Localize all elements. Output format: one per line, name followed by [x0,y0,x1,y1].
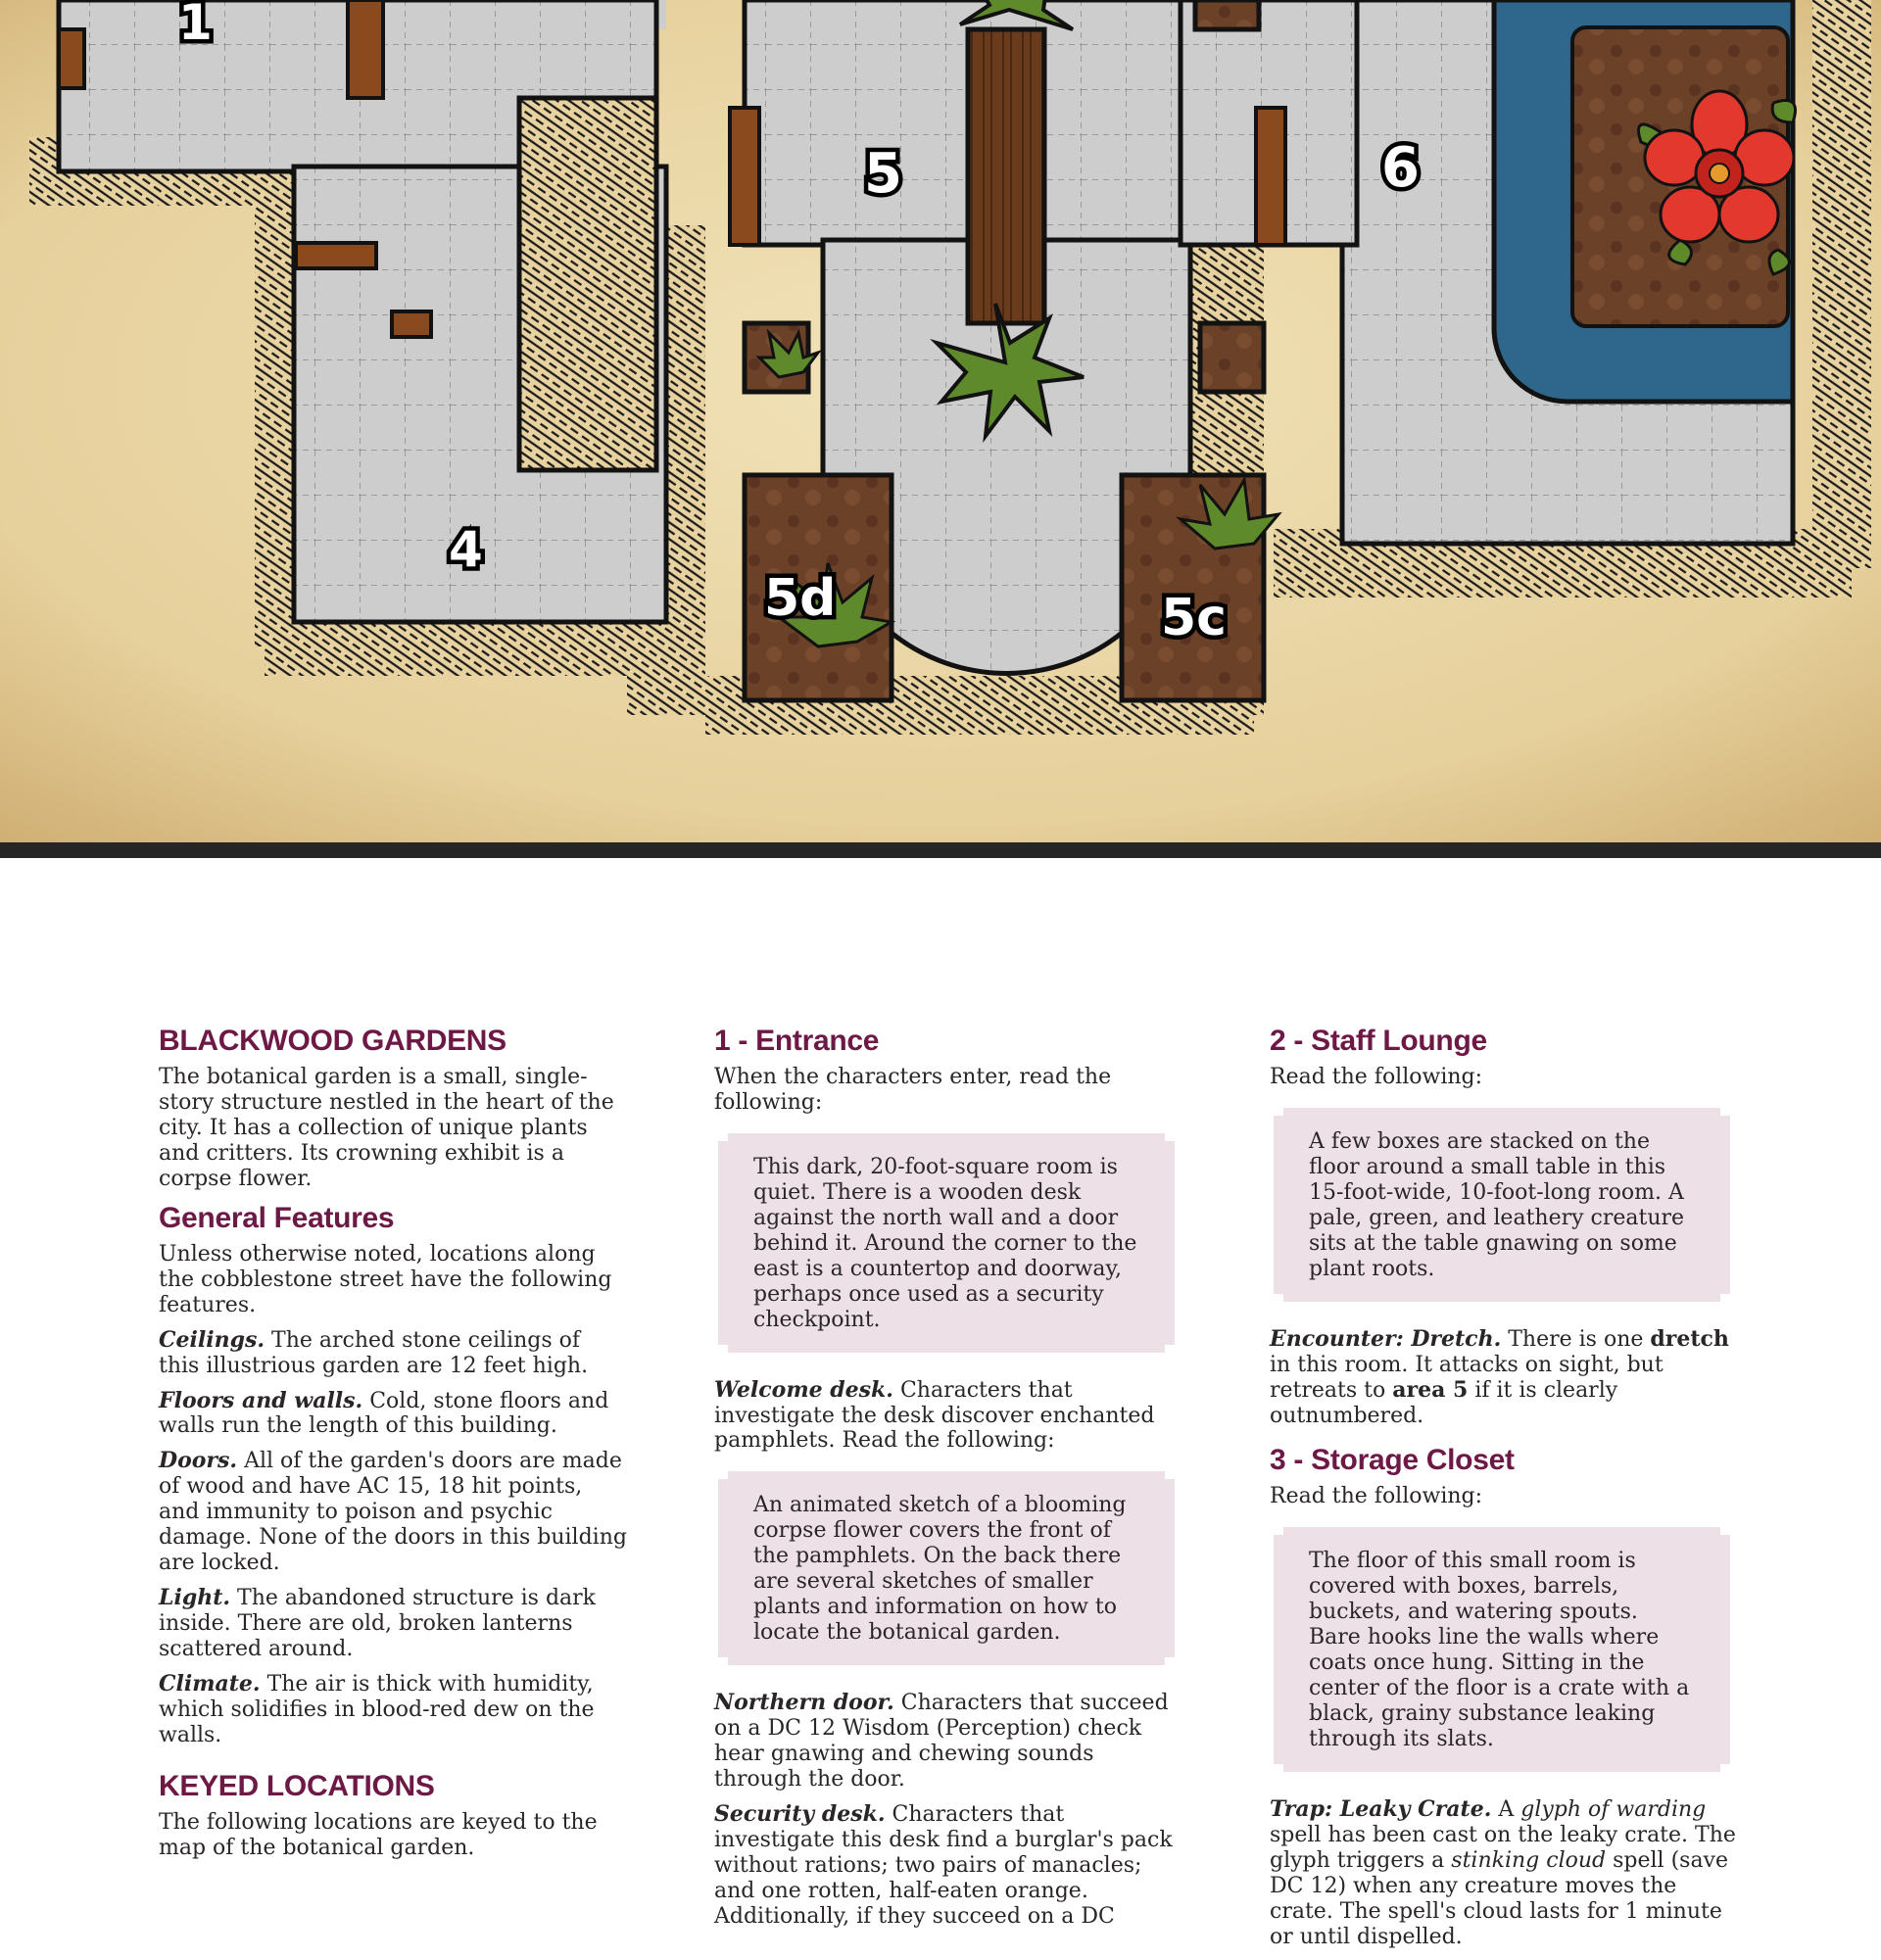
lounge-intro: Read the following: [1270,1065,1483,1089]
map-label-5c: 5c [1161,589,1228,647]
feature-ceilings: Ceilings. The arched stone ceilings of this illustrious garden are 12 feet high. [159,1326,589,1378]
column-entrance [714,1025,1182,1939]
security-desk-paragraph: Security desk. Characters that investigate this desk find a burglar's pack without rations; two pairs of manacles; and one rotten, half-eaten orange. Additionally, if they succeed on a DC [714,1800,1173,1929]
map-label-5d: 5d [764,569,837,628]
map-label-6: 6 [1381,136,1420,200]
feature-doors: Doors. All of the garden's doors are made of wood and have AC 15, 18 hit points, and immunity to poison and psychic damage. None of the doors in this building are locked. [159,1448,627,1576]
encounter-paragraph: Encounter: Dretch. There is one dretch in this room. It attacks on sight, but retreats to area 5 if it is clearly outnumbered. [1270,1325,1729,1428]
intro-paragraph: The botanical garden is a small, single-story structure nestled in the heart of the city. It has a collection of unique plants and critters. Its crowning exhibit is a corpse flower. [159,1065,614,1191]
read-aloud-box: This dark, 20-foot-square room is quiet. There is a wooden desk against the north wall and a door behind it. Around the corner to the east is a countertop and doorway, perhaps once used as a security checkpoint. [728,1133,1165,1353]
section-title-entrance: 1 - Entrance [714,1025,880,1057]
read-aloud-box: The floor of this small room is covered with boxes, barrels, buckets, and watering spouts. Bare hooks line the walls where coats once hung. Sitting in the center of the floor is a crate with a black, grainy substance leaking through its slats. [1283,1527,1720,1772]
botanical-garden-map [0,0,1881,842]
trap-paragraph: Trap: Leaky Crate. A glyph of warding spell has been cast on the leaky crate. The glyph triggers a stinking cloud spell (save DC 12) when any creature moves the crate. The spell's cloud lasts for 1 minute or until dispelled. [1270,1796,1736,1949]
section-title-staff-lounge: 2 - Staff Lounge [1270,1025,1487,1057]
page-divider [0,842,1881,858]
column-overview [159,1025,627,1871]
feature-floors: Floors and walls. Cold, stone floors and walls run the length of this building. [159,1387,609,1439]
read-aloud-box: A few boxes are stacked on the floor around a small table in this 15-foot-wide, 10-foot-long room. A pale, green, and leathery creature sits at the table gnawing on some plant roots. [1283,1108,1720,1302]
map-label-1: 1 [178,0,213,51]
keyed-paragraph: The following locations are keyed to the map of the botanical garden. [159,1809,598,1860]
map-label-4: 4 [449,521,483,578]
general-intro: Unless otherwise noted, locations along the cobblestone street have the following features. [159,1241,612,1317]
storage-intro: Read the following: [1270,1484,1483,1509]
entrance-intro: When the characters enter, read the following: [714,1065,1112,1115]
section-title-storage: 3 - Storage Closet [1270,1444,1515,1477]
welcome-desk-paragraph: Welcome desk. Characters that investigate the desk discover enchanted pamphlets. Read the following: [714,1376,1155,1454]
read-aloud-box: An animated sketch of a blooming corpse flower covers the front of the pamphlets. On the back there are several sketches of smaller plants and information on how to locate the botanical garden. [728,1471,1165,1665]
section-title-general: General Features [159,1201,395,1234]
northern-door-paragraph: Northern door. Characters that succeed on a DC 12 Wisdom (Perception) check hear gnawing and chewing sounds through the door. [714,1690,1169,1793]
feature-light: Light. The abandoned structure is dark inside. There are old, broken lanterns scattered around. [159,1585,597,1662]
column-staff-lounge [1270,1025,1738,1960]
corpse-flower-pond [1494,0,1796,402]
section-title-blackwood: BLACKWOOD GARDENS [159,1025,506,1057]
section-title-keyed: KEYED LOCATIONS [159,1769,435,1802]
feature-climate: Climate. The air is thick with humidity, which solidifies in blood-red dew on the walls. [159,1671,595,1747]
map-label-5: 5 [864,142,902,206]
